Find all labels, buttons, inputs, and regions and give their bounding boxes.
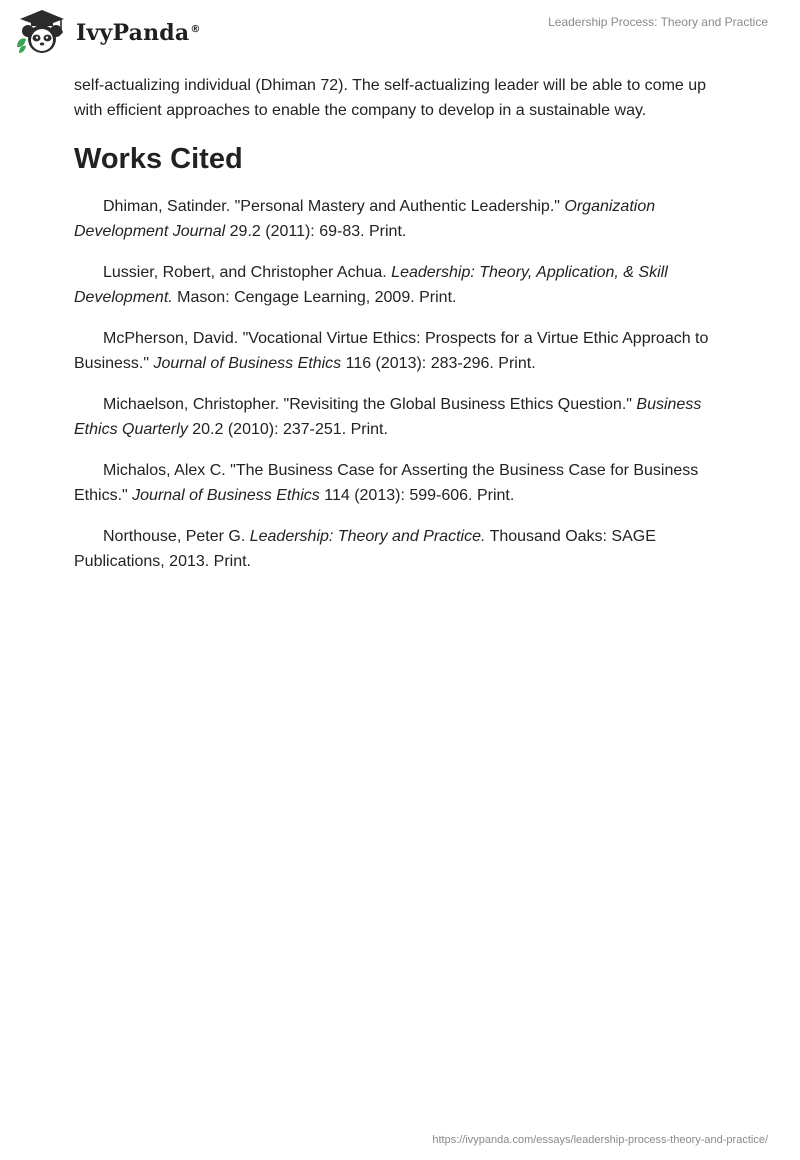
page-header <box>0 0 800 64</box>
brand-name-text: IvyPanda <box>76 20 190 46</box>
reference-details: 114 (2013): 599-606. Print. <box>319 487 515 504</box>
reference-source-title: Business Ethics Quarterly <box>74 396 702 438</box>
intro-paragraph: self-actualizing individual (Dhiman 72). The self-actualizing leader will be able to come up with efficient approaches to enable the company to develop in a sustainable way. <box>74 77 707 119</box>
reference-entry <box>74 260 724 310</box>
reference-source-title: Leadership: Theory, Application, & Skill Development. <box>74 264 668 306</box>
reference-details: 29.2 (2011): 69-83. Print. <box>225 223 407 240</box>
works-cited-heading: Works Cited <box>74 143 243 175</box>
brand-name <box>76 20 201 46</box>
reference-text: Lussier, Robert, and Christopher Achua. <box>103 264 392 281</box>
reference-text: McPherson, David. "Vocational Virtue Ethics: Prospects for a Virtue Ethic Approach to Business." <box>74 330 709 372</box>
reference-text: Michaelson, Christopher. "Revisiting the Global Business Ethics Question." <box>103 396 637 413</box>
panda-graduate-icon <box>14 9 70 55</box>
reference-source-title: Organization Development Journal <box>74 198 656 240</box>
reference-entry <box>74 524 724 574</box>
reference-entry <box>74 326 724 376</box>
reference-entry <box>74 458 724 508</box>
reference-details: 116 (2013): 283-296. Print. <box>341 355 536 372</box>
document-title: Leadership Process: Theory and Practice <box>548 15 768 29</box>
reference-source-title: Journal of Business Ethics <box>153 355 342 372</box>
ivypanda-logo[interactable] <box>14 9 201 55</box>
reference-details: Thousand Oaks: SAGE Publications, 2013. Print. <box>74 528 656 570</box>
registered-mark: ® <box>190 23 201 35</box>
reference-text: Michalos, Alex C. "The Business Case for Asserting the Business Case for Business Ethics." <box>74 462 699 504</box>
document-body <box>74 73 724 590</box>
source-url-link[interactable]: https://ivypanda.com/essays/leadership-process-theory-and-practice/ <box>432 1134 768 1146</box>
reference-entry <box>74 194 724 244</box>
reference-text: Dhiman, Satinder. "Personal Mastery and Authentic Leadership." <box>103 198 565 215</box>
reference-source-title: Journal of Business Ethics <box>132 487 320 504</box>
reference-source-title: Leadership: Theory and Practice. <box>249 528 486 545</box>
reference-text: Northouse, Peter G. <box>103 528 250 545</box>
reference-details: 20.2 (2010): 237-251. Print. <box>187 421 388 438</box>
reference-details: Mason: Cengage Learning, 2009. Print. <box>172 289 457 306</box>
reference-entry <box>74 392 724 442</box>
